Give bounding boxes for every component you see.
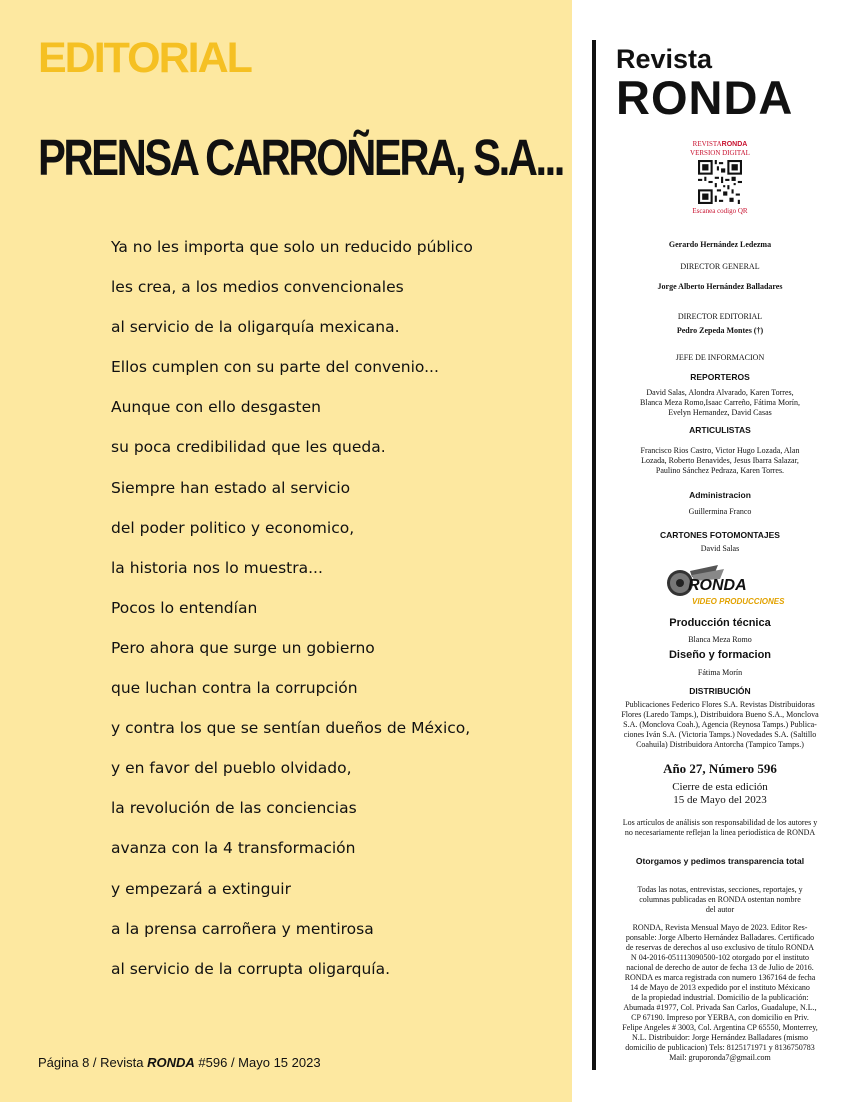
body-line: les crea, a los medios convencionales xyxy=(111,278,404,297)
editor-title: DIRECTOR EDITORIAL xyxy=(677,312,763,321)
transparency-note: Otorgamos y pedimos transparencia total xyxy=(635,856,805,866)
body-line: Ya no les importa que solo un reducido público xyxy=(111,238,473,256)
footer-suffix: #596 / Mayo 15 2023 xyxy=(194,1055,321,1070)
distribution-heading: DISTRIBUCIÓN xyxy=(689,686,751,696)
info-name: Pedro Zepeda Montes (†) xyxy=(676,326,764,335)
qr-caption-a: REVISTA xyxy=(692,140,722,148)
body-line: avanza con la 4 transformación xyxy=(111,839,356,858)
closing-date: Cierre de esta edición 15 de Mayo del 2023 xyxy=(672,781,768,806)
body-line: Siempre han estado al servicio xyxy=(111,478,351,497)
page-title: PRENSA CARROÑERA, S.A... xyxy=(38,129,563,186)
qr-caption-top xyxy=(600,140,840,149)
reporters-list: David Salas, Alondra Alvarado, Karen Torres, Blanca Meza Romo,Isaac Carreño, Fátima Morín, Evelyn Hernandez, David Casas xyxy=(640,388,800,417)
logo-ronda: RONDA xyxy=(616,71,794,124)
body-line: que luchan contra la corrupción xyxy=(111,679,358,698)
rights-note: Todas las notas, entrevistas, secciones, reportajes, y columnas publicadas en RONDA ostentan nombre del autor xyxy=(637,885,803,914)
footer-prefix: Página 8 / Revista xyxy=(38,1055,148,1070)
body-line: Pero ahora que surge un gobierno xyxy=(111,638,375,657)
body-line: la revolución de las conciencias xyxy=(111,799,357,818)
editorial-body xyxy=(111,236,561,998)
reporters-heading: REPORTEROS xyxy=(690,372,750,382)
page-footer xyxy=(38,1055,321,1070)
section-title: EDITORIAL xyxy=(38,34,251,82)
column-divider xyxy=(592,40,596,1070)
columnists-heading: ARTICULISTAS xyxy=(689,425,751,435)
qr-block xyxy=(600,140,840,215)
body-line: Pocos lo entendían xyxy=(111,598,258,617)
body-line: y contra los que se sentían dueños de México, xyxy=(111,719,471,738)
design-heading: Diseño y formacion xyxy=(668,649,772,661)
body-line: la historia nos lo muestra... xyxy=(111,558,323,577)
body-line: y en favor del pueblo olvidado, xyxy=(111,759,352,778)
director-name: Gerardo Hernández Ledezma xyxy=(668,240,772,249)
technical-name: Blanca Meza Romo xyxy=(688,635,752,644)
director-title: DIRECTOR GENERAL xyxy=(680,262,760,271)
design-name: Fátima Morín xyxy=(697,668,743,677)
cartoons-name: David Salas xyxy=(700,544,740,553)
body-line: al servicio de la oligarquía mexicana. xyxy=(111,318,400,337)
body-line: su poca credibilidad que les queda. xyxy=(111,438,386,457)
editor-name: Jorge Alberto Hernández Balladares xyxy=(657,282,783,291)
admin-name: Guillermina Franco xyxy=(688,507,752,516)
distribution-text: Publicaciones Federico Flores S.A. Revistas Distribuidoras Flores (Laredo Tamps.), Distribuidora Bueno S.A., Monclova S.A. (Monclova Coah.), Agencia (Reynosa Tamps.) Publica- ciones Iván S.A. (Victoria Tamps.) Novedades S.A. (Saltillo Coahuila) Distribuidora Antorcha (Tampico Tamps.) xyxy=(621,700,819,749)
info-title: JEFE DE INFORMACION xyxy=(675,353,765,362)
body-line: Ellos cumplen con su parte del convenio... xyxy=(111,358,439,377)
technical-heading: Producción técnica xyxy=(669,617,771,629)
issue-number: Año 27, Número 596 xyxy=(663,761,777,776)
body-line: al servicio de la corrupta oligarquía. xyxy=(111,959,391,978)
body-line: del poder politico y economico, xyxy=(111,518,355,537)
disclaimer: Los artículos de análisis son responsabilidad de los autores y no necesariamente reflejan la linea periodística de RONDA xyxy=(622,818,818,837)
video-logo-subtitle: VIDEO PRODUCCIONES xyxy=(692,597,785,606)
cartoons-heading: CARTONES FOTOMONTAJES xyxy=(660,530,780,540)
footer-brand: RONDA xyxy=(147,1055,195,1070)
video-logo-name: RONDA xyxy=(688,577,747,594)
qr-caption-bottom: Escanea codigo QR xyxy=(692,207,748,215)
body-line: Aunque con ello desgasten xyxy=(111,398,321,417)
admin-heading: Administracion xyxy=(689,490,751,500)
qr-caption-sub: VERSION DIGITAL xyxy=(690,149,750,157)
video-productions-logo xyxy=(662,563,785,609)
columnists-list: Francisco Rios Castro, Victor Hugo Lozada, Alan Lozada, Roberto Benavides, Jesus Ibarra Salazar, Paulino Sánchez Pedraza, Karen Torres. xyxy=(640,446,800,475)
legal-text: RONDA, Revista Mensual Mayo de 2023. Editor Res- ponsable: Jorge Alberto Hernández Balladares. Certificado de reservas de derechos al uso exclusivo de título RONDA N 04-2016-051113090500-102 otorgado por el instituto nacional de derecho de autor de fecha 13 de Julio de 2016. RONDA es marca registrada con numero 1367164 de fecha 14 de Mayo de 2013 expedido por el instituto Méxicano de la propiedad industrial. Domicilio de la publicación: Abumada #1977, Col. Privada San Carlos, Guadalupe, N.L., CP 67190. Impreso por YERBA, con domicilio en Priv. Felipe Angeles # 3003, Col. Argentina CP 65550, Monterrey, N.L. Distribuidor: Jorge Hernández Balladares (mismo domicilio de publicacion) Tels: 8125171971 y 8136750783 Mail: gruporonda7@gmail.com xyxy=(622,923,818,1062)
logo-revista: Revista xyxy=(616,44,713,74)
body-line: y empezará a extinguir xyxy=(111,879,291,898)
body-line: a la prensa carroñera y mentirosa xyxy=(111,919,374,938)
qr-caption-b: RONDA xyxy=(721,141,748,148)
qr-code-icon xyxy=(698,160,742,204)
